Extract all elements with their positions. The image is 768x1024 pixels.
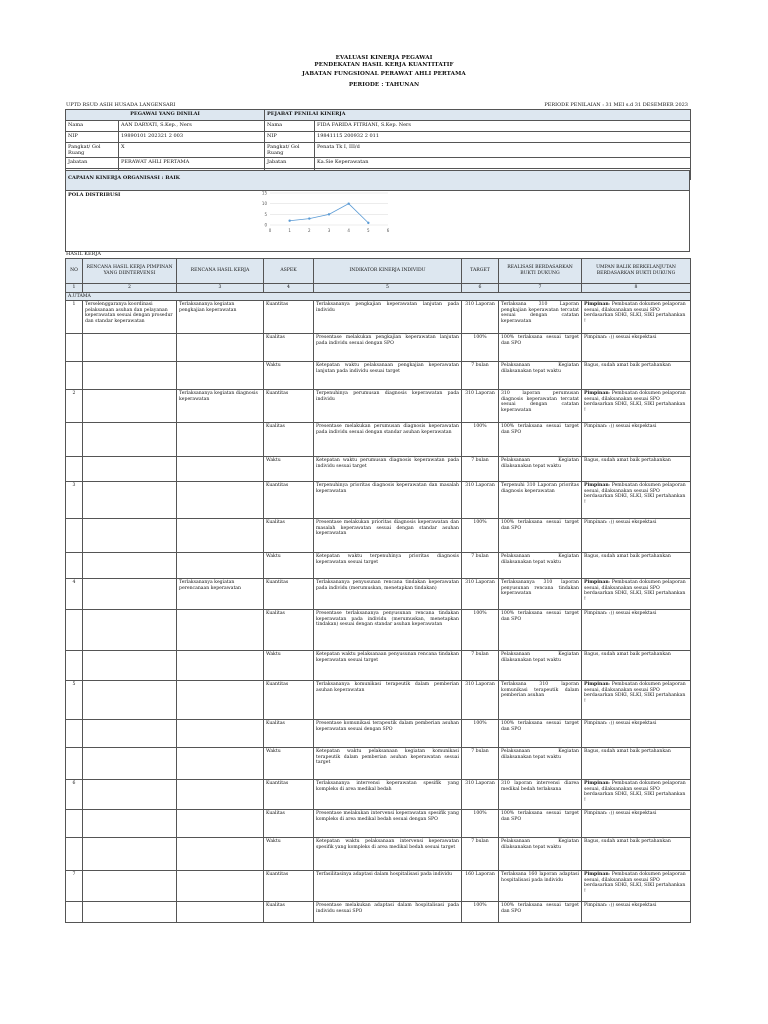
work-plan xyxy=(177,482,264,519)
feedback-text: : Pembuatan dokumen pelaporan sesuai, dilaksanakan sesuai SPO berdasarkan SDKI, SLKI, SIKI pertahankan ! xyxy=(584,391,686,413)
feedback-text: : Pembuatan dokumen pelaporan sesuai, dilaksanakan sesuai SPO berdasarkan SDKI, SLKI, SIKI pertahankan ! xyxy=(584,580,686,602)
hasil-kerja-label: HASIL KERJA xyxy=(66,251,102,257)
target: 100% xyxy=(462,902,499,923)
feedback-text: Pimpinan: :)) sesuai ekspektasi xyxy=(584,335,657,341)
info-r-value: 19841115 200932 2 011 xyxy=(315,132,691,143)
info-r-label: Nama xyxy=(265,121,315,132)
realization: 310 laporan perumusan diagnosis keperawatan tercatat sesuai dengan catatan keperawatan xyxy=(499,390,582,423)
feedback xyxy=(582,838,691,871)
feedback-text: : Pembuatan dokumen pelaporan sesuai, dilaksanakan sesuai SPO berdasarkan SDKI, SLKI, SIKI pertahankan ! xyxy=(584,781,686,803)
y-tick-label: 0 xyxy=(263,222,267,227)
row-number xyxy=(66,553,83,579)
info-l-label: NIP xyxy=(66,132,119,143)
table-row xyxy=(66,720,691,748)
table-row xyxy=(66,810,691,838)
feedback-text: Bagus, sudah amat baik pertahankan xyxy=(584,458,671,464)
feedback-text: Bagus, sudah amat baik pertahankan xyxy=(584,363,671,369)
table-row xyxy=(66,610,691,651)
data-point xyxy=(367,221,369,223)
feedback xyxy=(582,579,691,610)
doc-title-2: PENDEKATAN HASIL KERJA KUANTITATIF xyxy=(314,62,454,68)
feedback-text: : Pembuatan dokumen pelaporan sesuai, dilaksanakan sesuai SPO berdasarkan SDKI, SLKI, SIKI pertahankan ! xyxy=(584,302,686,324)
info-l-label: Jabatan xyxy=(66,158,119,169)
leader-plan xyxy=(83,362,177,390)
realization: 100% terlaksana sesuai target dan SPO xyxy=(499,902,582,923)
realization: Pelaksanaan Kegiatan dilaksanakan tepat waktu xyxy=(499,838,582,871)
leader-plan xyxy=(83,482,177,519)
table-row xyxy=(66,482,691,519)
work-plan xyxy=(177,871,264,902)
feedback-text: Pimpinan: :)) sesuai ekspektasi xyxy=(584,424,657,430)
feedback-text: Bagus, sudah amat baik pertahankan xyxy=(584,652,671,658)
leader-plan xyxy=(83,457,177,482)
target: 310 Laporan xyxy=(462,390,499,423)
row-number xyxy=(66,362,83,390)
assessed-header: PEGAWAI YANG DINILAI xyxy=(66,110,265,121)
feedback xyxy=(582,748,691,780)
row-number xyxy=(66,423,83,457)
feedback xyxy=(582,301,691,334)
feedback-text: : Pembuatan dokumen pelaporan sesuai, dilaksanakan sesuai SPO berdasarkan SDKI, SLKI, SIKI pertahankan ! xyxy=(584,682,686,704)
realization: 100% terlaksana sesuai target dan SPO xyxy=(499,610,582,651)
y-tick-label: 15 xyxy=(261,190,267,195)
work-plan xyxy=(177,720,264,748)
organization-performance-table xyxy=(65,170,690,252)
leader-plan xyxy=(83,390,177,423)
feedback-text: Bagus, sudah amat baik pertahankan xyxy=(584,554,671,560)
indicator: Terfasilitasinya adaptasi dalam hospitalisasi pada individu xyxy=(314,871,462,902)
feedback xyxy=(582,780,691,810)
info-row xyxy=(66,143,691,158)
aspect: Kualitas xyxy=(264,810,314,838)
work-plan xyxy=(177,838,264,871)
leader-plan xyxy=(83,871,177,902)
work-plan xyxy=(177,651,264,681)
feedback xyxy=(582,720,691,748)
feedback xyxy=(582,482,691,519)
work-plan xyxy=(177,780,264,810)
feedback xyxy=(582,553,691,579)
row-number xyxy=(66,838,83,871)
aspect: Kuantitas xyxy=(264,579,314,610)
row-number xyxy=(66,457,83,482)
target: 100% xyxy=(462,610,499,651)
info-r-label: NIP xyxy=(265,132,315,143)
realization: Pelaksanaan Kegiatan dilaksanakan tepat waktu xyxy=(499,362,582,390)
aspect: Waktu xyxy=(264,362,314,390)
column-header: TARGET xyxy=(462,259,499,284)
table-row xyxy=(66,748,691,780)
feedback-text: Pimpinan: :)) sesuai ekspektasi xyxy=(584,611,657,617)
aspect: Kualitas xyxy=(264,519,314,553)
feedback-text: Bagus, sudah amat baik pertahankan xyxy=(584,839,671,845)
realization: Terlaksananya 310 laporan penyusunan rencana tindakan keperawatan xyxy=(499,579,582,610)
indicator: Terlaksananya pengkajian keperawatan lanjutan pada individu xyxy=(314,301,462,334)
leader-plan xyxy=(83,810,177,838)
leader-plan xyxy=(83,681,177,720)
target: 310 Laporan xyxy=(462,780,499,810)
leader-plan xyxy=(83,838,177,871)
work-plan xyxy=(177,362,264,390)
table-row xyxy=(66,871,691,902)
column-header: RENCANA HASIL KERJA PIMPINAN YANG DIINTERVENSI xyxy=(83,259,177,284)
leader-plan xyxy=(83,519,177,553)
leader-plan xyxy=(83,720,177,748)
indicator: Terpenuhinya perumusan diagnosis keperawatan pada individu xyxy=(314,390,462,423)
feedback-text: Pimpinan: :)) sesuai ekspektasi xyxy=(584,811,657,817)
target: 7 bulan xyxy=(462,553,499,579)
realization: 100% terlaksana sesuai target dan SPO xyxy=(499,519,582,553)
aspect: Kualitas xyxy=(264,334,314,362)
row-number xyxy=(66,810,83,838)
aspect: Kualitas xyxy=(264,720,314,748)
indicator: Terlaksananya penyusunan rencana tindakan keperawatan pada individu (merumuskan, menetapkan tindakan) xyxy=(314,579,462,610)
realization: Pelaksanaan Kegiatan dilaksanakan tepat waktu xyxy=(499,553,582,579)
realization: 100% terlaksana sesuai target dan SPO xyxy=(499,423,582,457)
feedback xyxy=(582,651,691,681)
work-results-table xyxy=(65,258,691,923)
info-r-value: Penata Tk I, III/d xyxy=(315,143,691,158)
row-number: 3 xyxy=(66,482,83,519)
work-plan xyxy=(177,681,264,720)
feedback-text: Pimpinan: :)) sesuai ekspektasi xyxy=(584,520,657,526)
info-row xyxy=(66,132,691,143)
table-row xyxy=(66,553,691,579)
indicator: Ketepatan waktu terpenuhinya prioritas diagnosis keperawatan sesuai target xyxy=(314,553,462,579)
aspect: Waktu xyxy=(264,651,314,681)
x-tick-label: 2 xyxy=(307,227,311,233)
column-header: REALISASI BERDASARKAN BUKTI DUKUNG xyxy=(499,259,582,284)
x-tick-label: 5 xyxy=(366,227,370,233)
row-number: 6 xyxy=(66,780,83,810)
table-row xyxy=(66,681,691,720)
info-r-label: Jabatan xyxy=(265,158,315,169)
aspect: Kuantitas xyxy=(264,871,314,902)
y-tick-label: 10 xyxy=(261,200,267,206)
target: 310 Laporan xyxy=(462,681,499,720)
target: 310 Laporan xyxy=(462,301,499,334)
aspect: Kuantitas xyxy=(264,301,314,334)
row-number: 7 xyxy=(66,871,83,902)
info-row xyxy=(66,121,691,132)
doc-title-3: JABATAN FUNGSIONAL PERAWAT AHLI PERTAMA xyxy=(302,71,466,77)
aspect: Waktu xyxy=(264,748,314,780)
leader-plan xyxy=(83,748,177,780)
leader-plan xyxy=(83,423,177,457)
feedback xyxy=(582,457,691,482)
org-name: UPTD RSUD ASIH HUSADA LANGENSARI xyxy=(66,102,176,108)
realization: Terpenuhi 310 Laporan prioritas diagnosis keperawatan xyxy=(499,482,582,519)
row-number xyxy=(66,519,83,553)
info-l-label: Nama xyxy=(66,121,119,132)
x-tick-label: 1 xyxy=(287,227,291,233)
work-plan xyxy=(177,902,264,923)
work-plan xyxy=(177,610,264,651)
row-number xyxy=(66,748,83,780)
info-r-value: Ka.Sie Keperawatan xyxy=(315,158,691,169)
realization: Terlaksana 310 Laporan pengkajian keperawatan tercatat sesuai dengan catatan keperawatan xyxy=(499,301,582,334)
leader-plan xyxy=(83,334,177,362)
column-header: RENCANA HASIL KERJA xyxy=(177,259,264,284)
table-row xyxy=(66,362,691,390)
column-number: 8 xyxy=(582,284,691,293)
indicator: Ketepatan waktu perumusan diagnosis keperawatan pada individu sesuai target xyxy=(314,457,462,482)
doc-title-1: EVALUASI KINERJA PEGAWAI xyxy=(335,55,433,61)
target: 7 bulan xyxy=(462,457,499,482)
x-tick-label: 6 xyxy=(386,227,389,233)
target: 7 bulan xyxy=(462,748,499,780)
leader-plan xyxy=(83,902,177,923)
column-header: UMPAN BALIK BERKELANJUTAN BERDASARKAN BUKTI DUKUNG xyxy=(582,259,691,284)
target: 7 bulan xyxy=(462,838,499,871)
indicator: Ketepatan waktu pelaksanaan penyusunan rencana tindakan keperawatan sesuai target xyxy=(314,651,462,681)
work-plan xyxy=(177,519,264,553)
row-number: 5 xyxy=(66,681,83,720)
table-row xyxy=(66,519,691,553)
target: 310 Laporan xyxy=(462,482,499,519)
indicator: Terlaksananya intervensi keperawatan spesifik yang kompleks di area medikal bedah xyxy=(314,780,462,810)
column-header: ASPEK xyxy=(264,259,314,284)
info-l-label: Pangkat/ Gol Ruang xyxy=(66,143,119,158)
feedback-text: : Pembuatan dokumen pelaporan sesuai, dilaksanakan sesuai SPO berdasarkan SDKI, SLKI, SIKI pertahankan ! xyxy=(584,872,686,894)
feedback-label: Pimpinan xyxy=(584,781,609,787)
row-number xyxy=(66,610,83,651)
info-l-value: PERAWAT AHLI PERTAMA xyxy=(119,158,265,169)
column-header: NO xyxy=(66,259,83,284)
table-row xyxy=(66,579,691,610)
row-number xyxy=(66,334,83,362)
indicator: Presentase melakukan pengkajian keperawatan lanjutan pada individu sesuai dengan SPO xyxy=(314,334,462,362)
column-number: 7 xyxy=(499,284,582,293)
work-plan xyxy=(177,810,264,838)
target: 310 Laporan xyxy=(462,579,499,610)
table-row xyxy=(66,390,691,423)
work-plan xyxy=(177,553,264,579)
feedback xyxy=(582,902,691,923)
x-tick-label: 3 xyxy=(327,227,330,233)
work-plan xyxy=(177,457,264,482)
indicator: Ketepatan waktu pelaksanaan intervensi keperawatan spesifik yang kompleks di area medikal bedah sesuai target xyxy=(314,838,462,871)
indicator: Terlaksananya komunikasi terapeutik dalam pemberian asuhan keperawatan xyxy=(314,681,462,720)
column-number: 6 xyxy=(462,284,499,293)
data-point xyxy=(327,213,329,215)
x-tick-label: 4 xyxy=(346,227,350,233)
table-row xyxy=(66,780,691,810)
info-row xyxy=(66,158,691,169)
column-header: INDIKATOR KINERJA INDIVIDU xyxy=(314,259,462,284)
info-r-label: Pangkat/ Gol Ruang xyxy=(265,143,315,158)
work-plan xyxy=(177,334,264,362)
capaian-label: CAPAIAN KINERJA ORGANISASI : BAIK xyxy=(66,171,690,191)
indicator: Presentase terlaksananya penyusunan rencana tindakan keperawatan pada individu (merumuskan, menetapkan tindakan) sesuai dengan standar asuhan keperawatan xyxy=(314,610,462,651)
leader-plan xyxy=(83,780,177,810)
feedback xyxy=(582,390,691,423)
data-point xyxy=(347,202,349,204)
target: 100% xyxy=(462,334,499,362)
feedback-text: Pimpinan: :)) sesuai ekspektasi xyxy=(584,721,657,727)
feedback-label: Pimpinan xyxy=(584,682,609,688)
work-plan xyxy=(177,748,264,780)
target: 7 bulan xyxy=(462,362,499,390)
leader-plan xyxy=(83,579,177,610)
target: 100% xyxy=(462,423,499,457)
target: 160 Laporan xyxy=(462,871,499,902)
y-tick-label: 5 xyxy=(263,211,267,217)
realization: Pelaksanaan Kegiatan dilaksanakan tepat waktu xyxy=(499,748,582,780)
assessor-header: PEJABAT PENILAI KINERJA xyxy=(265,110,691,121)
pola-label: POLA DISTRIBUSI xyxy=(68,192,121,198)
period-label: PERIODE PENILAIAN : 31 MEI s.d 31 DESEMBER 2023 xyxy=(544,102,688,108)
indicator: Presentase melakukan adaptasi dalam hospitalisasi pada individu sesuai SPO xyxy=(314,902,462,923)
target: 100% xyxy=(462,810,499,838)
target: 100% xyxy=(462,519,499,553)
table-row xyxy=(66,838,691,871)
feedback-label: Pimpinan xyxy=(584,580,609,586)
row-number: 1 xyxy=(66,301,83,334)
aspect: Kuantitas xyxy=(264,681,314,720)
section-utama: A.UTAMA xyxy=(66,292,691,301)
row-number xyxy=(66,720,83,748)
leader-plan: Terselenggaranya koordinasi pelaksanaan asuhan dan pelayanan keperawatan sesuai dengan prosedur dan standar keperawatan xyxy=(83,301,177,334)
indicator: Presentase komunikasi terapeutik dalam pemberian asuhan keperawatan sesuai dengan SPO xyxy=(314,720,462,748)
aspect: Kualitas xyxy=(264,423,314,457)
table-row xyxy=(66,334,691,362)
work-plan: Terlaksananya kegiatan perencanaan keperawatan xyxy=(177,579,264,610)
row-number: 4 xyxy=(66,579,83,610)
realization: Terlaksana 160 laporan adaptasi hospitalisasi pada individu xyxy=(499,871,582,902)
realization: Pelaksanaan Kegiatan dilaksanakan tepat waktu xyxy=(499,651,582,681)
realization: 310 laporan intervensi diarea medikal bedah terlaksana xyxy=(499,780,582,810)
realization: 100% terlaksana sesuai target dan SPO xyxy=(499,720,582,748)
indicator: Presentase melakukan perumusan diagnosis keperawatan pada individu sesuai dengan standar asuhan keperawatan xyxy=(314,423,462,457)
data-point xyxy=(308,217,310,219)
indicator: Presentase melakukan prioritas diagnosis keperawatan dan masalah keperawatan sesuai dengan standar asuhan keperawatan xyxy=(314,519,462,553)
table-row xyxy=(66,902,691,923)
table-row xyxy=(66,423,691,457)
feedback xyxy=(582,871,691,902)
row-number: 2 xyxy=(66,390,83,423)
info-r-value: FIDA FARIDA FITRIANI, S.Kep. Ners xyxy=(315,121,691,132)
realization: 100% terlaksana sesuai target dan SPO xyxy=(499,810,582,838)
realization: Pelaksanaan Kegiatan dilaksanakan tepat waktu xyxy=(499,457,582,482)
feedback xyxy=(582,610,691,651)
feedback xyxy=(582,810,691,838)
column-number: 5 xyxy=(314,284,462,293)
table-row xyxy=(66,301,691,334)
feedback xyxy=(582,423,691,457)
aspect: Waktu xyxy=(264,553,314,579)
feedback-label: Pimpinan xyxy=(584,302,609,308)
info-l-value: 19890101 202321 2 003 xyxy=(119,132,265,143)
feedback-text: : Pembuatan dokumen pelaporan sesuai, dilaksanakan sesuai SPO berdasarkan SDKI, SLKI, SIKI pertahankan ! xyxy=(584,483,686,505)
work-plan: Terlaksananya kegiatan pengkajian keperawatan xyxy=(177,301,264,334)
row-number xyxy=(66,902,83,923)
realization: 100% terlaksana sesuai target dan SPO xyxy=(499,334,582,362)
aspect: Kuantitas xyxy=(264,390,314,423)
indicator: Terpenuhinya prioritas diagnosis keperawatan dan masalah keperawatan xyxy=(314,482,462,519)
x-tick-label: 0 xyxy=(268,227,271,233)
aspect: Kuantitas xyxy=(264,482,314,519)
info-l-value: X xyxy=(119,143,265,158)
table-row xyxy=(66,457,691,482)
column-number: 3 xyxy=(177,284,264,293)
target: 7 bulan xyxy=(462,651,499,681)
aspect: Waktu xyxy=(264,457,314,482)
feedback-label: Pimpinan xyxy=(584,872,609,878)
aspect: Waktu xyxy=(264,838,314,871)
table-row xyxy=(66,651,691,681)
feedback xyxy=(582,519,691,553)
indicator: Ketepatan waktu pelaksanaan pengkajian keperawatan lanjutan pada individu sesuai target xyxy=(314,362,462,390)
aspect: Kualitas xyxy=(264,610,314,651)
column-number: 1 xyxy=(66,284,83,293)
aspect: Kualitas xyxy=(264,902,314,923)
data-point xyxy=(288,219,290,221)
aspect: Kuantitas xyxy=(264,780,314,810)
feedback-label: Pimpinan xyxy=(584,483,609,489)
doc-title-4: PERIODE : TAHUNAN xyxy=(348,82,420,88)
indicator: Ketepatan waktu pelaksanaan kegiatan komunikasi terapeutik dalam pemberian asuhan keperawatan sesuai target xyxy=(314,748,462,780)
target: 100% xyxy=(462,720,499,748)
feedback-text: Pimpinan: :)) sesuai ekspektasi xyxy=(584,903,657,909)
row-number xyxy=(66,651,83,681)
leader-plan xyxy=(83,651,177,681)
work-plan xyxy=(177,423,264,457)
feedback xyxy=(582,681,691,720)
feedback xyxy=(582,362,691,390)
feedback-text: Bagus, sudah amat baik pertahankan xyxy=(584,749,671,755)
leader-plan xyxy=(83,553,177,579)
leader-plan xyxy=(83,610,177,651)
column-number: 2 xyxy=(83,284,177,293)
indicator: Presentase melakukan intervensi keperawatan spesifik yang kompleks di area medikal bedah sesuai dengan SPO xyxy=(314,810,462,838)
realization: Terlaksana 310 laporan komunikasi terapeutik dalam pemberian asuhan xyxy=(499,681,582,720)
work-plan: Terlaksananya kegiatan diagnosis keperawatan xyxy=(177,390,264,423)
distribution-chart xyxy=(256,191,396,239)
feedback-label: Pimpinan xyxy=(584,391,609,397)
feedback xyxy=(582,334,691,362)
info-l-value: AAN DARYATI, S.Kep., Ners xyxy=(119,121,265,132)
column-number: 4 xyxy=(264,284,314,293)
